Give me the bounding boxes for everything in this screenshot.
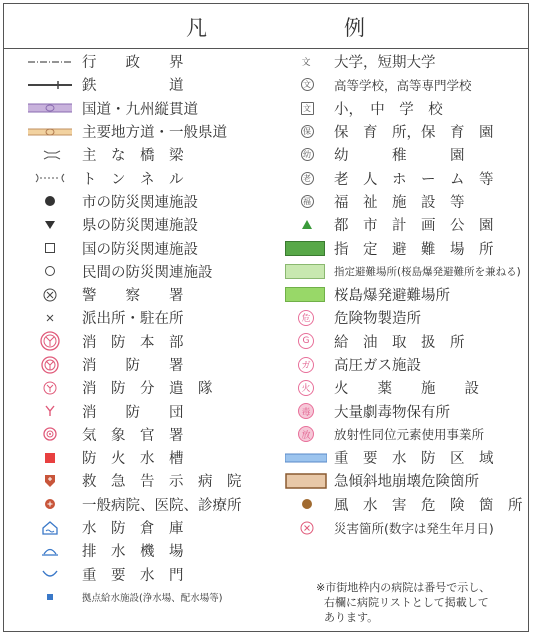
legend-row — [0, 120, 270, 143]
legend-row — [0, 563, 270, 586]
legend-label: 風 水 害 危 険 箇 所 — [334, 497, 523, 514]
legend-label: 高圧ガス施設 — [334, 358, 421, 374]
weather-office-icon — [42, 427, 58, 441]
legend-row — [270, 399, 530, 422]
legend-row — [0, 166, 270, 189]
legend-label: 主要地方道・一般県道 — [82, 125, 227, 142]
fire-brigade-icon — [42, 405, 58, 417]
high-school-glyph: 文 — [301, 78, 314, 91]
legend-row — [0, 190, 270, 213]
storm-hazard-icon — [299, 498, 315, 510]
legend-row — [270, 376, 530, 399]
left-column — [0, 50, 270, 609]
legend-row — [270, 143, 530, 166]
legend-row — [270, 306, 530, 329]
legend-row — [270, 166, 530, 189]
evacuation-site-icon — [285, 241, 325, 256]
legend-label: 派出所・駐在所 — [82, 311, 184, 328]
legend-label: 県の防災関連施設 — [82, 218, 198, 235]
legend-row — [270, 50, 530, 73]
admin-boundary-icon — [28, 58, 72, 66]
private-facility-icon — [42, 265, 58, 277]
header-left: 凡 — [186, 16, 207, 40]
legend-row — [0, 73, 270, 96]
legend-label: 災害箇所(数字は発生年月日) — [334, 520, 494, 536]
floodgate-icon — [40, 568, 60, 580]
legend-label: 給 油 取 扱 所 — [334, 334, 465, 351]
legend-header — [4, 4, 528, 49]
high-school-icon — [299, 78, 315, 91]
nursery-icon — [299, 125, 315, 138]
legend-row — [0, 283, 270, 306]
poison-icon — [297, 403, 315, 419]
legend-label: 拠点給水施設(浄水場、配水場等) — [82, 593, 223, 605]
legend-row — [270, 97, 530, 120]
legend-row — [0, 376, 270, 399]
legend-label: 救 急 告 示 病 院 — [82, 474, 242, 491]
national-facility-icon — [42, 242, 58, 254]
legend-label: 放射性同位元素使用事業所 — [334, 427, 485, 443]
explosives-glyph: 火 — [298, 380, 314, 396]
legend-row — [0, 330, 270, 353]
clinic-icon — [42, 498, 58, 510]
legend-row — [0, 446, 270, 469]
legend-label: 消 防 団 — [82, 404, 184, 421]
legend-row — [270, 236, 530, 259]
school-glyph: 文 — [301, 102, 314, 115]
legend-label: 重 要 水 防 区 域 — [334, 451, 494, 468]
evacuation-combined-icon — [285, 264, 325, 279]
legend-row — [270, 213, 530, 236]
legend-label: 幼 稚 園 — [334, 148, 465, 165]
note-line: あります。 — [324, 611, 379, 624]
elderly-home-icon — [299, 172, 315, 185]
legend-label: 排 水 機 場 — [82, 544, 184, 561]
sakurajima-evacuation-icon — [285, 287, 325, 302]
legend-label: 高等学校，高等専門学校 — [334, 77, 472, 93]
legend-label: 気 象 官 署 — [82, 427, 184, 444]
legend-label: 火 薬 施 設 — [334, 381, 479, 398]
landslide-icon — [285, 473, 327, 489]
legend-row — [270, 120, 530, 143]
legend-label: 主 な 橋 梁 — [82, 148, 184, 165]
prefecture-facility-icon — [42, 219, 58, 231]
legend-row — [0, 353, 270, 376]
radio-glyph: 放 — [298, 426, 314, 442]
legend-label: 重 要 水 門 — [82, 567, 184, 584]
welfare-icon — [299, 195, 315, 208]
legend-label: 大学，短期大学 — [334, 55, 436, 72]
legend-label: 老 人 ホ ー ム 等 — [334, 171, 494, 188]
hospital-note — [316, 580, 490, 625]
legend-row — [0, 260, 270, 283]
legend-label: 消 防 分 遣 隊 — [82, 381, 213, 398]
legend-label: 防 火 水 槽 — [82, 451, 184, 468]
legend-row — [270, 190, 530, 213]
legend-row — [270, 493, 530, 516]
school-icon — [299, 102, 315, 115]
legend-label: 市の防災関連施設 — [82, 194, 198, 211]
legend-row — [270, 469, 530, 492]
national-road-icon — [28, 101, 72, 115]
legend-row — [0, 236, 270, 259]
legend-label: 消 防 署 — [82, 358, 184, 374]
bridge-icon — [28, 149, 72, 161]
fuel-glyph: G — [298, 333, 314, 349]
legend-label: 小， 中 学 校 — [334, 101, 443, 118]
fire-branch-icon — [42, 381, 58, 395]
gas-facility-icon — [297, 357, 315, 373]
legend-label: 水 防 倉 庫 — [82, 521, 184, 538]
legend-row — [0, 213, 270, 236]
emergency-hospital-icon — [42, 474, 58, 488]
tunnel-icon — [28, 172, 72, 184]
fuel-station-icon — [297, 333, 315, 349]
legend-row — [270, 73, 530, 96]
prefectural-road-icon — [28, 125, 72, 139]
water-supply-icon — [44, 593, 56, 601]
elderly-home-glyph: 老 — [301, 172, 314, 185]
legend-row — [270, 283, 530, 306]
nursery-glyph: 保 — [301, 125, 314, 138]
legend-row — [0, 516, 270, 539]
legend-row — [0, 423, 270, 446]
fire-hq-icon — [39, 331, 61, 351]
header-right: 例 — [344, 16, 365, 40]
legend-row — [270, 516, 530, 539]
legend-row — [270, 446, 530, 469]
legend-label: 都 市 計 画 公 園 — [334, 218, 494, 235]
legend-row — [0, 469, 270, 492]
legend-row — [0, 586, 270, 609]
legend-row — [270, 353, 530, 376]
legend-label: 保 育 所，保 育 園 — [334, 125, 494, 142]
legend-row — [0, 399, 270, 422]
right-column — [270, 50, 530, 539]
legend-row — [0, 539, 270, 562]
legend-label: 消 防 本 部 — [82, 334, 184, 351]
legend-label: 指定避難場所(桜島爆発避難所を兼ねる) — [334, 265, 521, 278]
drainage-pump-icon — [40, 545, 60, 557]
legend-label: 一般病院、医院、診療所 — [82, 497, 242, 514]
city-facility-icon — [42, 195, 58, 207]
legend-label: 国の防災関連施設 — [82, 241, 198, 258]
water-tank-icon — [42, 452, 58, 464]
legend-row — [0, 50, 270, 73]
legend-row — [0, 143, 270, 166]
kindergarten-icon — [299, 148, 315, 161]
legend-row — [270, 423, 530, 446]
legend-label: 鉄 道 — [82, 78, 184, 95]
legend-label: 民間の防災関連施設 — [82, 264, 213, 281]
legend-label: 福 祉 施 設 等 — [334, 194, 465, 211]
police-box-icon — [42, 313, 58, 323]
railway-icon — [28, 80, 72, 90]
legend-label: 急傾斜地崩壊危険箇所 — [334, 474, 479, 491]
legend-row — [270, 260, 530, 283]
park-icon — [299, 219, 315, 230]
note-line: ※市街地枠内の病院は番号で示し、 — [316, 581, 491, 594]
fire-station-icon — [40, 356, 60, 374]
explosives-icon — [297, 380, 315, 396]
legend-row — [0, 97, 270, 120]
hazmat-factory-icon — [297, 310, 315, 326]
kindergarten-glyph: 幼 — [301, 148, 314, 161]
legend-label: 桜島爆発避難場所 — [334, 288, 450, 305]
flood-zone-icon — [285, 453, 327, 463]
disaster-site-icon — [299, 521, 315, 535]
police-station-icon — [42, 288, 58, 302]
legend-label: 大量劇毒物保有所 — [334, 404, 450, 421]
hazmat-glyph: 危 — [298, 310, 314, 326]
flood-warehouse-icon — [40, 520, 60, 536]
university-icon: 文 — [301, 58, 311, 69]
welfare-glyph: 福 — [301, 195, 314, 208]
legend-label: 国道・九州縦貫道 — [82, 101, 198, 118]
legend-row — [0, 493, 270, 516]
legend-row — [270, 330, 530, 353]
legend-label: ト ン ネ ル — [82, 171, 184, 188]
legend-label: 行 政 界 — [82, 55, 184, 72]
note-line: 右欄に病院リストとして掲載して — [324, 596, 489, 609]
legend-row — [0, 306, 270, 329]
legend-label: 警 察 署 — [82, 288, 184, 305]
gas-glyph: ガ — [298, 357, 314, 373]
radioisotope-icon — [297, 426, 315, 442]
legend-label: 指 定 避 難 場 所 — [334, 241, 494, 258]
legend-label: 危険物製造所 — [334, 311, 421, 328]
poison-glyph: 毒 — [298, 403, 314, 419]
